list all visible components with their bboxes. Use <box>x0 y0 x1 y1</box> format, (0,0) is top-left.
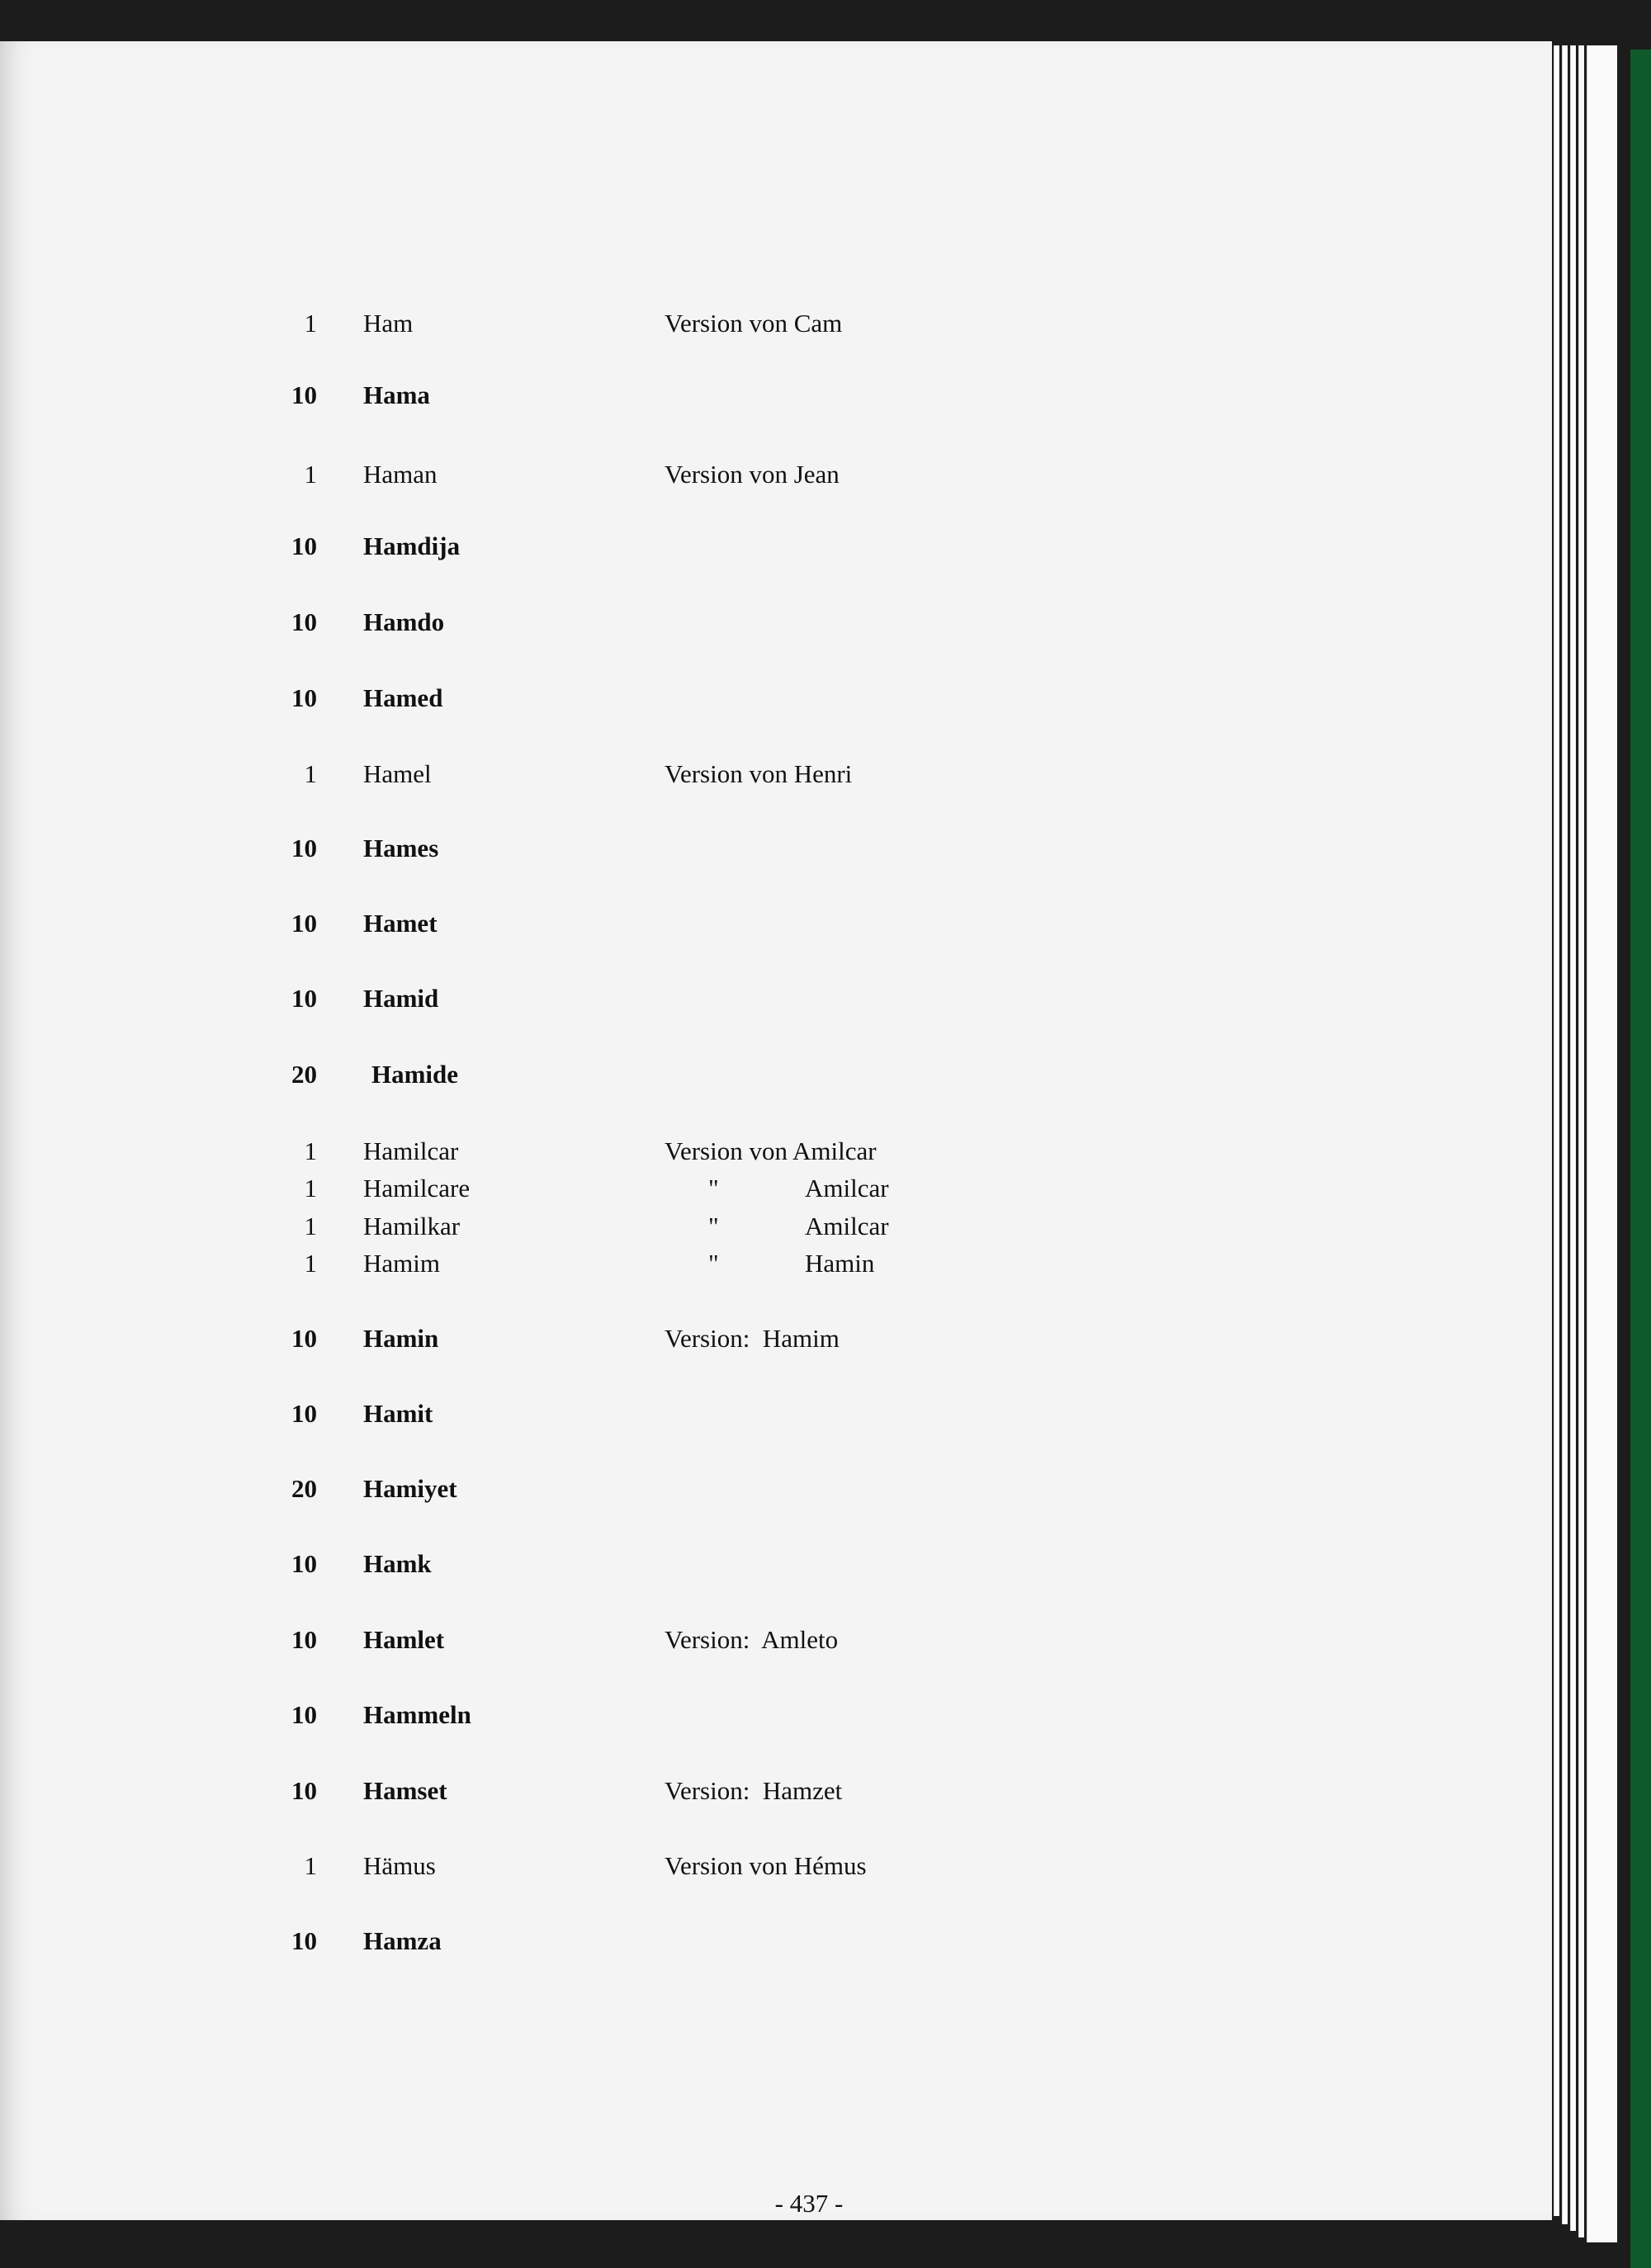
page-edge <box>1578 45 1584 2237</box>
ditto-mark: " <box>708 1174 719 1203</box>
list-item <box>0 1923 1552 1959</box>
page-edge <box>1554 45 1559 2216</box>
list-item <box>0 305 1552 342</box>
entry-count: 10 <box>291 909 317 938</box>
list-item <box>0 1208 1552 1245</box>
entry-version: Version von Jean <box>665 460 840 489</box>
list-item <box>0 1056 1552 1093</box>
entry-count: 10 <box>291 1700 317 1729</box>
list-item <box>0 377 1552 413</box>
list-item <box>0 528 1552 565</box>
entry-name: Hamed <box>363 683 443 712</box>
entry-count: 1 <box>304 1851 317 1880</box>
page-number: - 437 - <box>774 2189 844 2218</box>
entry-count: 10 <box>291 1324 317 1353</box>
list-item <box>0 1321 1552 1357</box>
page-edge <box>1562 45 1568 2224</box>
background-edge <box>1630 50 1651 2268</box>
list-item <box>0 905 1552 942</box>
entry-count: 1 <box>304 1136 317 1165</box>
entry-count: 20 <box>291 1060 317 1089</box>
list-item <box>0 1622 1552 1658</box>
entry-name: Haman <box>363 460 438 489</box>
entry-version: Amilcar <box>805 1174 889 1203</box>
entry-version: Version von Cam <box>665 309 843 338</box>
entry-name: Hamza <box>363 1926 442 1955</box>
entry-name: Hamim <box>363 1249 440 1278</box>
list-item <box>0 1773 1552 1809</box>
list-item <box>0 604 1552 640</box>
ditto-mark: " <box>708 1212 719 1240</box>
entry-name: Hamid <box>363 984 439 1013</box>
entry-count: 10 <box>291 1776 317 1805</box>
list-item <box>0 1396 1552 1432</box>
list-item <box>0 756 1552 792</box>
entry-name: Hammeln <box>363 1700 471 1729</box>
entry-version: Version von Hémus <box>665 1851 867 1880</box>
entry-name: Hama <box>363 380 430 409</box>
entry-count: 20 <box>291 1474 317 1503</box>
list-item <box>0 680 1552 716</box>
entry-name: Hamlet <box>363 1625 445 1654</box>
entry-version: Version: Hamzet <box>665 1776 843 1805</box>
entry-count: 10 <box>291 683 317 712</box>
entry-name: Hamit <box>363 1399 433 1428</box>
list-item <box>0 1170 1552 1207</box>
entry-count: 10 <box>291 380 317 409</box>
entry-name: Hamide <box>371 1060 459 1089</box>
list-item <box>0 1697 1552 1733</box>
list-item <box>0 1848 1552 1884</box>
entry-name: Hamdo <box>363 607 445 636</box>
entry-version: Version: Amleto <box>665 1625 839 1654</box>
entry-count: 10 <box>291 1399 317 1428</box>
book-page <box>0 41 1552 2220</box>
entry-name: Hamin <box>363 1324 439 1353</box>
entry-count: 10 <box>291 1926 317 1955</box>
entry-count: 10 <box>291 532 317 560</box>
list-item <box>0 456 1552 493</box>
list-item <box>0 1546 1552 1582</box>
entry-count: 10 <box>291 607 317 636</box>
page-edge <box>1570 45 1576 2231</box>
list-item <box>0 1471 1552 1507</box>
entry-count: 1 <box>304 1212 317 1240</box>
entry-name: Hamilcare <box>363 1174 471 1203</box>
ditto-mark: " <box>708 1249 719 1278</box>
entry-count: 10 <box>291 1549 317 1578</box>
entry-name: Hamk <box>363 1549 432 1578</box>
page-edge <box>1587 45 1617 2242</box>
entry-name: Hamel <box>363 759 432 788</box>
entry-version: Hamin <box>805 1249 875 1278</box>
list-item <box>0 830 1552 867</box>
entry-name: Hamset <box>363 1776 447 1805</box>
list-item <box>0 980 1552 1017</box>
entry-name: Hamilcar <box>363 1136 459 1165</box>
entry-count: 10 <box>291 984 317 1013</box>
entry-name: Hames <box>363 834 439 862</box>
entry-version: Amilcar <box>805 1212 889 1240</box>
entry-count: 1 <box>304 460 317 489</box>
entry-count: 1 <box>304 1249 317 1278</box>
entry-count: 1 <box>304 759 317 788</box>
entry-count: 1 <box>304 1174 317 1203</box>
entry-name: Hamet <box>363 909 438 938</box>
entry-name: Hamdija <box>363 532 461 560</box>
entry-name: Hamiyet <box>363 1474 457 1503</box>
entry-version: Version von Amilcar <box>665 1136 877 1165</box>
entry-count: 10 <box>291 1625 317 1654</box>
entry-count: 1 <box>304 309 317 338</box>
list-item <box>0 1245 1552 1282</box>
list-item <box>0 1133 1552 1169</box>
entry-version: Version von Henri <box>665 759 853 788</box>
entry-name: Hamilkar <box>363 1212 461 1240</box>
entry-name: Ham <box>363 309 414 338</box>
entry-count: 10 <box>291 834 317 862</box>
entry-name: Hämus <box>363 1851 436 1880</box>
entry-version: Version: Hamim <box>665 1324 840 1353</box>
